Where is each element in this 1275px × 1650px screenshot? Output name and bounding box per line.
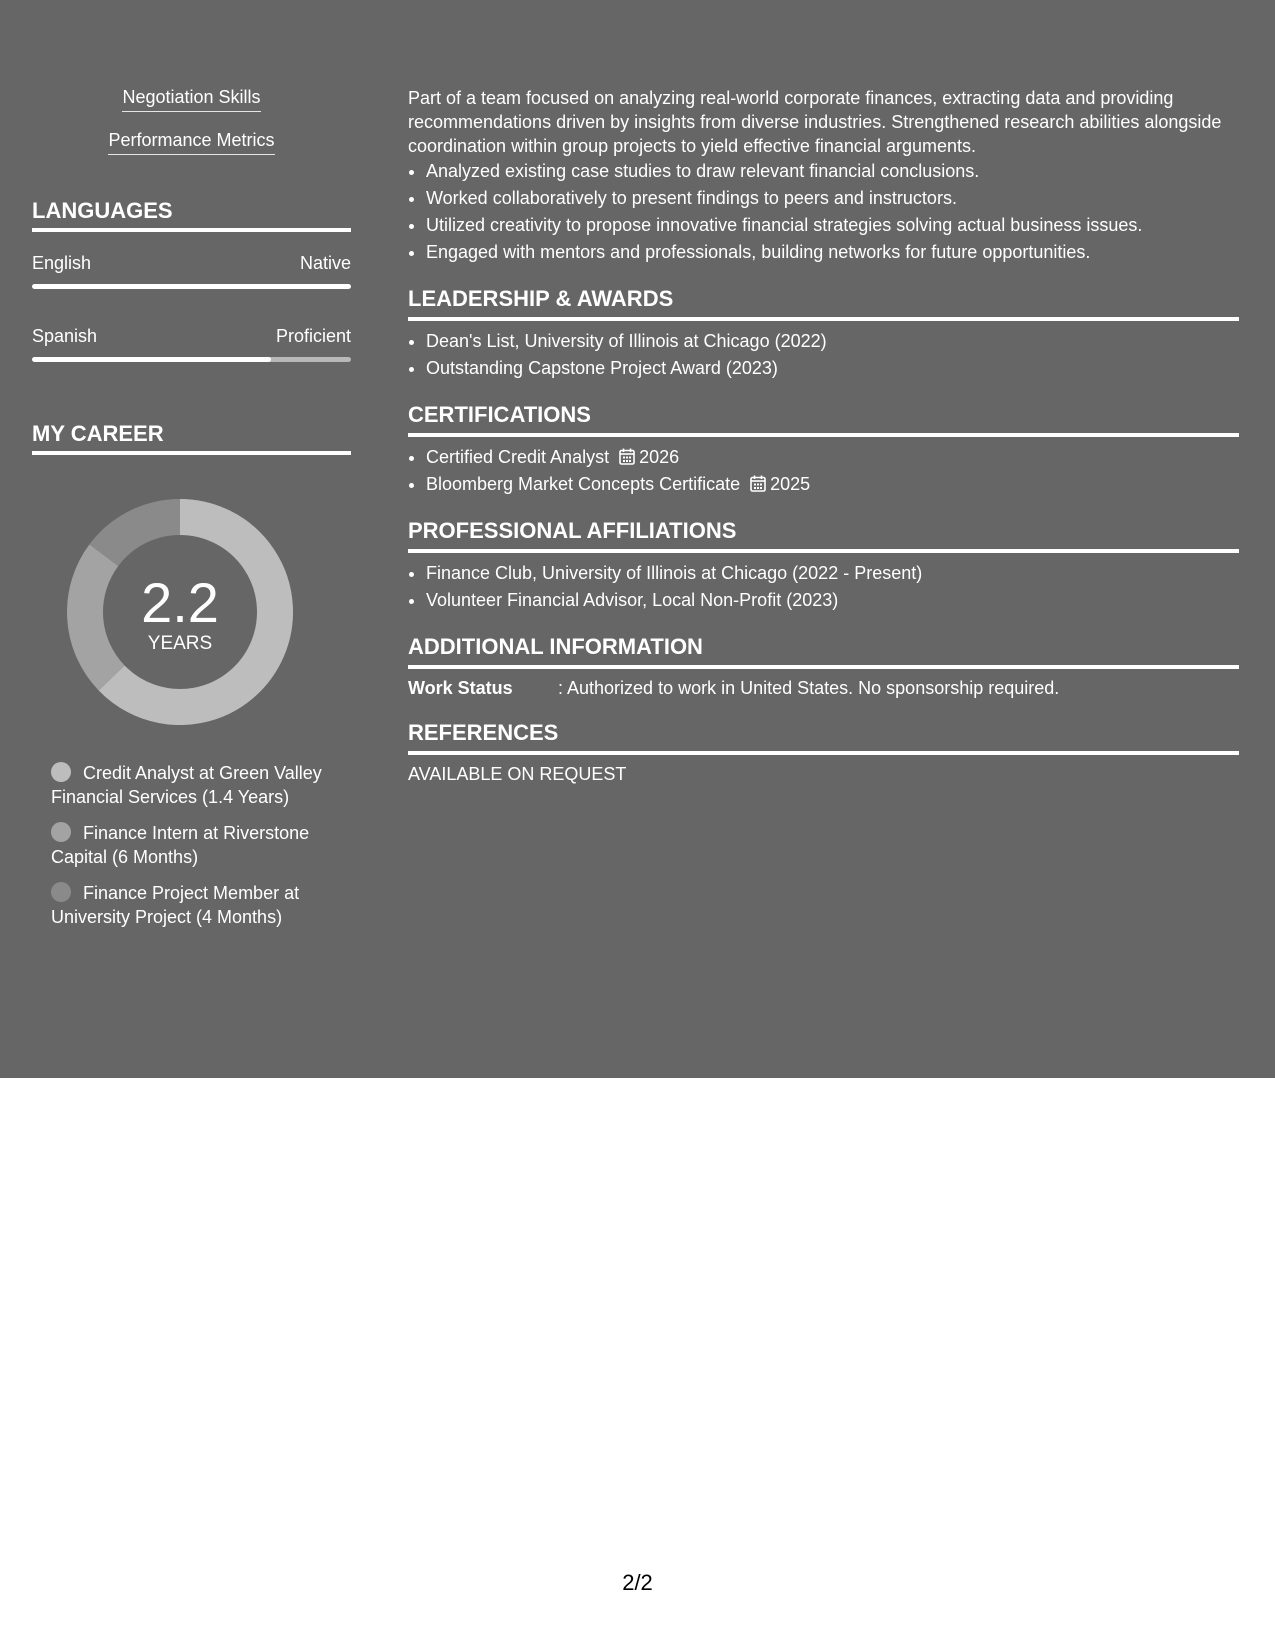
language-item xyxy=(32,325,351,362)
work-status-label: Work Status xyxy=(408,678,513,698)
career-role-label: Finance Intern at Riverstone Capital (6 Months) xyxy=(51,823,310,867)
work-status-value: : Authorized to work in United States. No sponsorship required. xyxy=(558,678,1060,698)
list-item: • Engaged with mentors and professionals, building networks for future opportunities. xyxy=(426,239,1239,266)
list-item: • Utilized creativity to propose innovative financial strategies solving actual business issues. xyxy=(426,212,1239,239)
references-text: AVAILABLE ON REQUEST xyxy=(408,764,627,784)
skill-item xyxy=(32,86,351,112)
career-total-value: 2.2 xyxy=(141,571,219,634)
additional-info-heading: ADDITIONAL INFORMATION xyxy=(408,634,1239,669)
experience-summary: Part of a team focused on analyzing real-world corporate finances, extracting data and providing recommendations driven by insights from diverse industries. Strengthened research abilities alongside coordination within group projects to yield effective financial arguments. xyxy=(408,88,1222,156)
language-bar-fill xyxy=(32,284,351,289)
career-legend xyxy=(51,761,331,929)
list-item: • Volunteer Financial Advisor, Local Non-Profit (2023) xyxy=(426,587,1239,614)
list-item: • Analyzed existing case studies to draw relevant financial conclusions. xyxy=(426,158,1239,185)
leadership-heading: LEADERSHIP & AWARDS xyxy=(408,286,1239,321)
skill-label: Negotiation Skills xyxy=(122,86,260,112)
certification-year: 2026 xyxy=(639,447,680,467)
language-level: Native xyxy=(299,253,351,273)
career-role-label: Finance Project Member at University Project (4 Months) xyxy=(51,883,300,927)
language-level: Proficient xyxy=(275,326,351,346)
affiliations-list xyxy=(408,560,1239,614)
page-number: 2/2 xyxy=(622,1570,653,1595)
certifications-list xyxy=(408,444,1239,498)
skill-label: Performance Metrics xyxy=(108,129,274,155)
languages-heading: LANGUAGES xyxy=(32,198,351,232)
certifications-heading: CERTIFICATIONS xyxy=(408,402,1239,437)
certification-name: Bloomberg Market Concepts Certificate xyxy=(426,474,741,494)
list-item: • Worked collaboratively to present findings to peers and instructors. xyxy=(426,185,1239,212)
leadership-list xyxy=(408,328,1239,382)
experience-bullets xyxy=(408,158,1239,266)
language-name: Spanish xyxy=(32,326,98,346)
language-bar-fill xyxy=(32,357,271,362)
career-section xyxy=(32,421,351,929)
career-total-unit: YEARS xyxy=(147,633,213,654)
list-item: • Dean's List, University of Illinois at Chicago (2022) xyxy=(426,328,1239,355)
calendar-icon xyxy=(619,448,635,465)
language-bar xyxy=(32,284,351,289)
list-item xyxy=(426,444,1239,471)
certification-year: 2025 xyxy=(770,474,811,494)
affiliations-heading: PROFESSIONAL AFFILIATIONS xyxy=(408,518,1239,553)
skill-item xyxy=(32,129,351,155)
career-legend-item xyxy=(51,821,331,869)
list-item: • Finance Club, University of Illinois at Chicago (2022 - Present) xyxy=(426,560,1239,587)
list-item xyxy=(426,471,1239,498)
donut-segment-3 xyxy=(104,517,180,555)
legend-dot xyxy=(51,762,71,782)
career-legend-item xyxy=(51,761,331,809)
language-item xyxy=(32,252,351,289)
career-total xyxy=(67,571,293,655)
calendar-icon xyxy=(750,475,766,492)
language-name: English xyxy=(32,253,92,273)
right-column xyxy=(408,86,1239,786)
left-column xyxy=(32,86,351,941)
list-item: • Outstanding Capstone Project Award (2023) xyxy=(426,355,1239,382)
references-heading: REFERENCES xyxy=(408,720,1239,755)
career-donut xyxy=(67,499,293,725)
languages-section xyxy=(32,198,351,362)
career-role-label: Credit Analyst at Green Valley Financial Services (1.4 Years) xyxy=(51,763,322,807)
career-heading: MY CAREER xyxy=(32,421,351,455)
legend-dot xyxy=(51,822,71,842)
work-status-row xyxy=(408,676,1239,700)
legend-dot xyxy=(51,882,71,902)
language-bar xyxy=(32,357,351,362)
certification-name: Certified Credit Analyst xyxy=(426,447,610,467)
career-legend-item xyxy=(51,881,331,929)
